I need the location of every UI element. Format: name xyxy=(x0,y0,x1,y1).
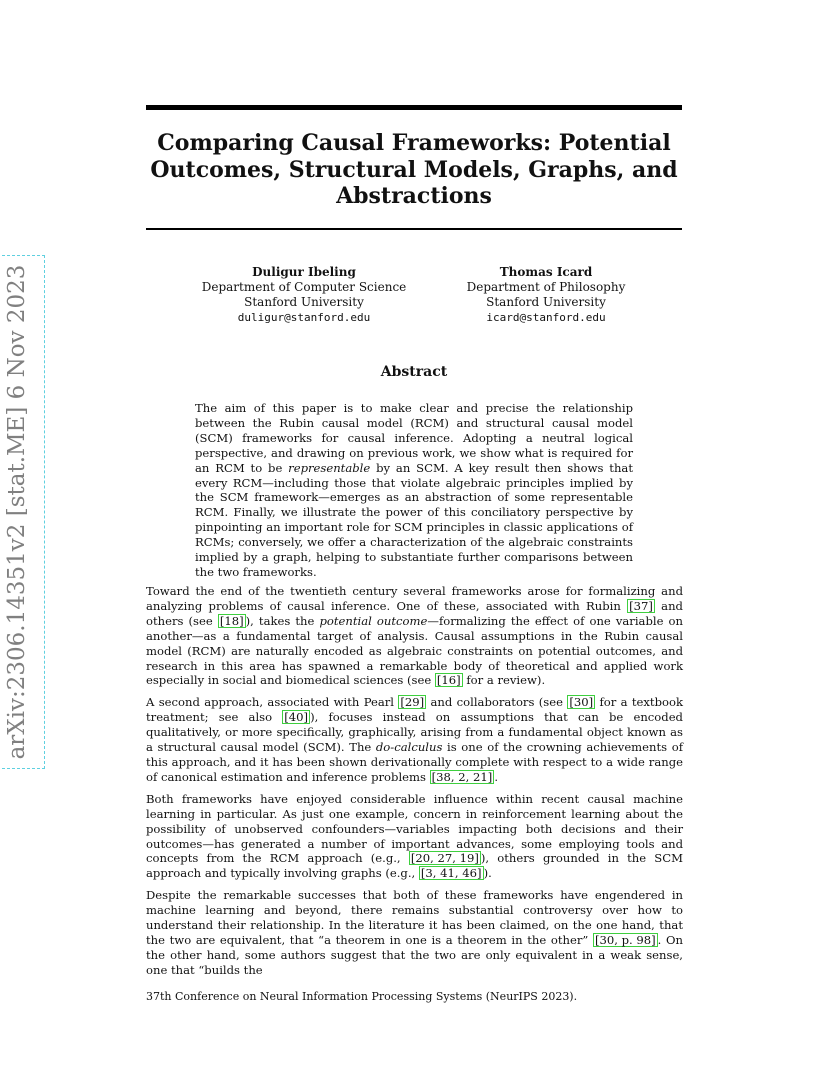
citation-link[interactable]: [38, 2, 21] xyxy=(431,769,493,784)
text: and others (see xyxy=(146,598,683,628)
author-email[interactable]: icard@stanford.edu xyxy=(486,311,606,324)
text: ). xyxy=(483,866,492,881)
author-department: Department of Philosophy xyxy=(466,280,626,294)
paragraph-2 xyxy=(146,695,683,784)
conference-footnote: 37th Conference on Neural Information Processing Systems (NeurIPS 2023). xyxy=(146,990,578,1003)
author-university: Stanford University xyxy=(244,295,364,309)
text: and collaborators (see xyxy=(426,695,568,710)
emphasis: potential outcome xyxy=(319,613,428,628)
citation-link[interactable]: [30] xyxy=(569,695,594,710)
citation-link[interactable]: [30, p. 98] xyxy=(594,932,656,947)
text: for a review). xyxy=(462,673,546,688)
text: —formalizing the effect of one variable on another—as a fundamental target of analysis. Causal assumptions in the Rubin causal model (RCM) are naturally encoded as algebraic constraints on potential outcomes, and research in this area has spawned a remarkable body of theoretical and applied work especially in social and biomedical sciences (see xyxy=(146,613,683,688)
emphasis: do-calculus xyxy=(375,740,443,755)
arxiv-identifier-sidebar[interactable]: arXiv:2306.14351v2 [stat.ME] 6 Nov 2023 xyxy=(0,258,42,766)
citation-link[interactable]: [3, 41, 46] xyxy=(420,866,482,881)
text: Toward the end of the twentieth century several frameworks arose for formalizing and analyzing problems of causal inference. One of these, associated with Rubin xyxy=(146,584,683,613)
text: ), takes the xyxy=(245,613,320,628)
abstract-part-2: by an SCM. A key result then shows that every RCM—including those that violate algebraic principles implied by the SCM framework—emerges as an abstraction of some representable RCM. Finally, we illustrate the power of this conciliatory perspective by pinpointing an important role for SCM principles in classic applications of RCMs; conversely, we offer a characterization of the algebraic constraints implied by a graph, helping to substantiate further comparisons between the two frameworks. xyxy=(195,460,634,579)
author-block-2 xyxy=(426,265,666,325)
abstract-emphasis: representable xyxy=(288,460,371,475)
citation-link[interactable]: [37] xyxy=(629,598,653,613)
text: Despite the remarkable successes that both of these frameworks have engendered in machine learning and beyond, there remains substantial controversy over how to understand their relationship. In the literature it has been claimed, on the one hand, that the two are equivalent, that “a theorem in one is a theorem in the other” xyxy=(146,888,683,947)
text: ), focuses instead on assumptions that can be encoded qualitatively, or more specifically, graphically, arising from a fundamental object known as a structural causal model (SCM). The xyxy=(146,710,683,755)
citation-link[interactable]: [16] xyxy=(436,673,461,688)
paragraph-1 xyxy=(146,584,683,688)
title-line-1: Comparing Causal Frameworks: Potential xyxy=(157,130,671,156)
body-text xyxy=(146,584,683,985)
paper-title xyxy=(146,130,682,210)
author-email[interactable]: duligur@stanford.edu xyxy=(237,311,371,324)
text: ), others grounded in the SCM approach and typically involving graphs (e.g., xyxy=(146,851,683,881)
abstract-part-1: The aim of this paper is to make clear and precise the relationship between the Rubin causal model (RCM) and structural causal model (SCM) frameworks for causal inference. Adopting a neutral logical perspective, and drawing on previous work, we show what is required for an RCM to be xyxy=(195,401,633,475)
text: is one of the crowning achievements of this approach, and it has been shown derivationally complete with respect to a wide range of canonical estimation and inference problems xyxy=(146,740,684,784)
text: . On the other hand, some authors suggest that the two are only equivalent in a weak sense, one that “builds the xyxy=(146,932,683,977)
abstract-text xyxy=(195,401,633,580)
author-name: Duligur Ibeling xyxy=(252,265,356,279)
title-line-3: Abstractions xyxy=(336,183,492,209)
abstract-heading: Abstract xyxy=(380,364,448,380)
text: A second approach, associated with Pearl xyxy=(146,695,399,710)
text: Both frameworks have enjoyed considerable influence within recent causal machine learning in particular. As just one example, concern in reinforcement learning about the possibility of unobserved confounders—variables impacting both decisions and their outcomes—has generated a number of important advances, some employing tools and concepts from the RCM approach (e.g., xyxy=(146,791,683,866)
author-name: Thomas Icard xyxy=(499,265,593,279)
title-line-2: Outcomes, Structural Models, Graphs, and xyxy=(150,156,678,183)
title-bottom-rule xyxy=(146,228,682,230)
title-top-rule xyxy=(146,105,682,110)
author-block-1 xyxy=(184,265,424,325)
citation-link[interactable]: [18] xyxy=(219,613,244,628)
author-university: Stanford University xyxy=(486,295,606,309)
text: . xyxy=(494,769,499,784)
author-department: Department of Computer Science xyxy=(201,280,407,294)
citation-link[interactable]: [29] xyxy=(400,695,425,710)
paragraph-4 xyxy=(146,888,683,977)
citation-link[interactable]: [20, 27, 19] xyxy=(410,851,479,866)
paragraph-3 xyxy=(146,792,683,881)
citation-link[interactable]: [40] xyxy=(284,710,309,725)
text: for a textbook treatment; see also xyxy=(146,695,683,725)
